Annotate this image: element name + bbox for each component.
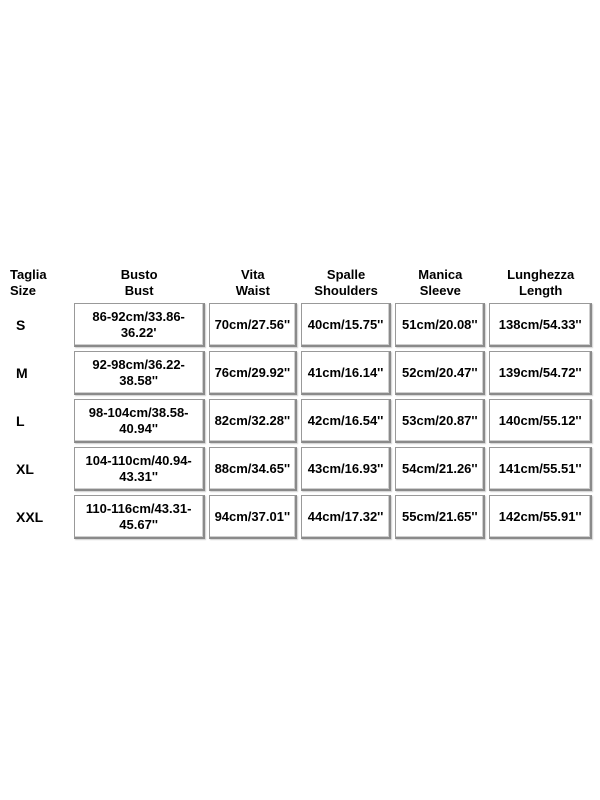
bust-cell: [74, 303, 205, 347]
length-cell: 138cm/54.33'': [489, 303, 592, 347]
waist-cell: 82cm/32.28'': [209, 399, 297, 443]
waist-cell: 88cm/34.65'': [209, 447, 297, 491]
header-shoulders-en: Shoulders: [314, 283, 378, 298]
table-row: [8, 399, 592, 443]
waist-cell: 94cm/37.01'': [209, 495, 297, 539]
length-cell: 142cm/55.91'': [489, 495, 592, 539]
shoulders-cell: 40cm/15.75'': [301, 303, 391, 347]
length-cell: 140cm/55.12'': [489, 399, 592, 443]
sleeve-cell: 54cm/21.26'': [395, 447, 485, 491]
bust-line-1: 92-98cm/36.22-: [92, 356, 185, 372]
header-length: [489, 267, 592, 299]
waist-cell: 76cm/29.92'': [209, 351, 297, 395]
header-waist: [209, 267, 297, 299]
bust-line-1: 86-92cm/33.86-: [92, 308, 185, 324]
header-shoulders: [301, 267, 391, 299]
table-row: [8, 447, 592, 491]
table-row: [8, 495, 592, 539]
shoulders-cell: 41cm/16.14'': [301, 351, 391, 395]
table-row: [8, 303, 592, 347]
size-cell: S: [16, 317, 26, 333]
header-shoulders-it: Spalle: [326, 267, 366, 282]
size-cell: XXL: [16, 509, 44, 525]
header-bust: [74, 267, 205, 299]
sleeve-cell: 55cm/21.65'': [395, 495, 485, 539]
shoulders-cell: 42cm/16.54'': [301, 399, 391, 443]
header-row: [8, 267, 592, 299]
bust-cell: [74, 351, 205, 395]
bust-line-2: 38.58'': [119, 372, 158, 388]
bust-line-2: 36.22': [120, 324, 157, 340]
size-cell: XL: [16, 461, 34, 477]
length-cell: 141cm/55.51'': [489, 447, 592, 491]
header-sleeve-en: Sleeve: [419, 283, 461, 298]
header-sleeve-it: Manica: [418, 267, 463, 282]
sleeve-cell: 53cm/20.87'': [395, 399, 485, 443]
bust-line-2: 45.67'': [119, 516, 158, 532]
size-chart-table: [4, 263, 596, 543]
header-size-en: Size: [10, 283, 37, 298]
size-cell: L: [16, 413, 25, 429]
waist-cell: 70cm/27.56'': [209, 303, 297, 347]
bust-cell: [74, 399, 205, 443]
bust-cell: [74, 447, 205, 491]
bust-line-2: 40.94'': [119, 420, 158, 436]
header-length-it: Lunghezza: [507, 267, 575, 282]
sleeve-cell: 52cm/20.47'': [395, 351, 485, 395]
shoulders-cell: 43cm/16.93'': [301, 447, 391, 491]
length-cell: 139cm/54.72'': [489, 351, 592, 395]
header-length-en: Length: [519, 283, 563, 298]
bust-line-1: 98-104cm/38.58-: [88, 404, 189, 420]
header-size: [8, 267, 70, 299]
header-sleeve: [395, 267, 485, 299]
header-waist-it: Vita: [241, 267, 265, 282]
bust-cell: [74, 495, 205, 539]
table-row: [8, 351, 592, 395]
bust-line-1: 110-116cm/43.31-: [85, 500, 192, 516]
size-cell: M: [16, 365, 28, 381]
sleeve-cell: 51cm/20.08'': [395, 303, 485, 347]
bust-line-1: 104-110cm/40.94-: [85, 452, 192, 468]
header-bust-it: Busto: [120, 267, 158, 282]
bust-line-2: 43.31'': [119, 468, 158, 484]
shoulders-cell: 44cm/17.32'': [301, 495, 391, 539]
header-size-it: Taglia: [10, 267, 47, 282]
header-bust-en: Bust: [124, 283, 154, 298]
header-waist-en: Waist: [235, 283, 270, 298]
